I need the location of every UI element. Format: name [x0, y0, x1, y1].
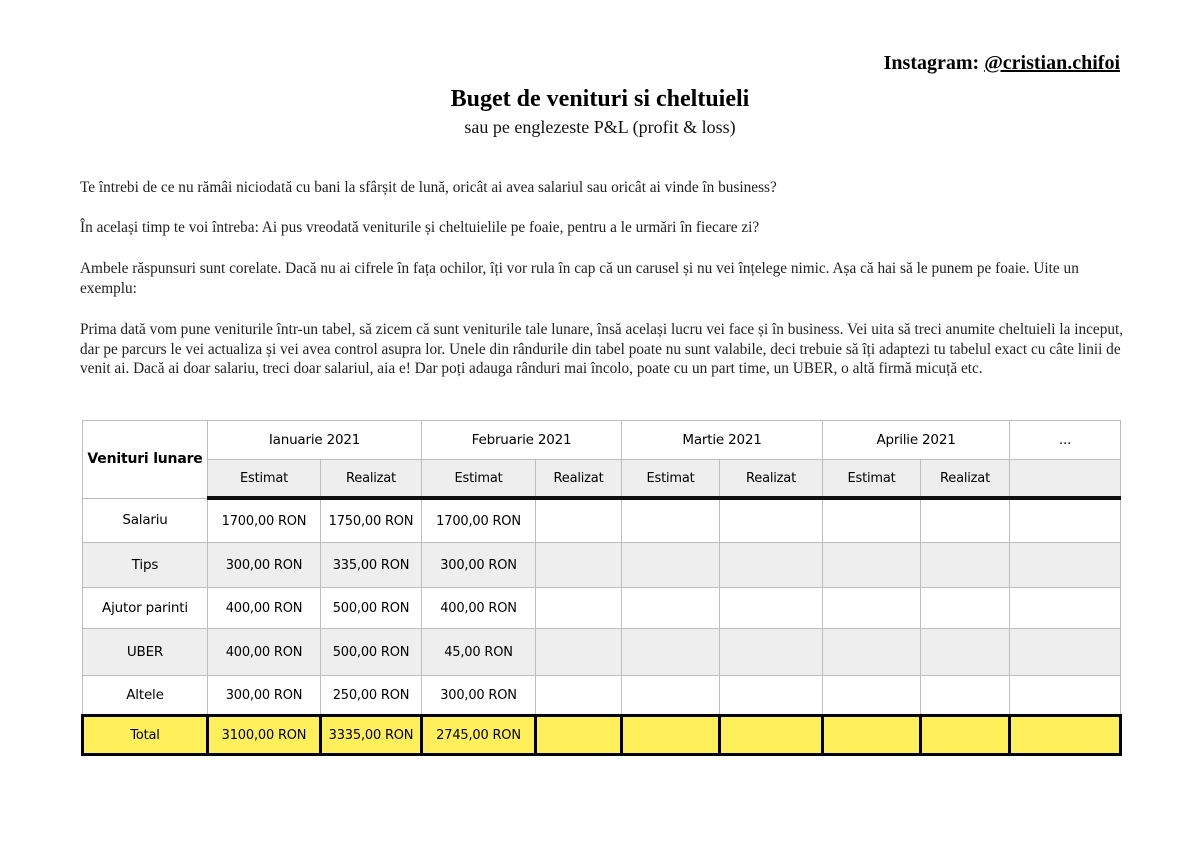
table-cell: [720, 629, 823, 676]
sub-header-realizat: Realizat: [720, 460, 823, 499]
table-cell: 45,00 RON: [422, 629, 536, 676]
sub-header-empty: [1010, 460, 1121, 499]
total-cell: 3335,00 RON: [321, 716, 422, 755]
document-subtitle: sau pe englezeste P&L (profit & loss): [464, 117, 736, 137]
row-label: Altele: [83, 676, 208, 716]
row-label: Tips: [83, 543, 208, 588]
table-cell: 500,00 RON: [321, 588, 422, 629]
total-cell: [536, 716, 622, 755]
month-header-aprilie: Aprilie 2021: [823, 421, 1010, 460]
row-header-venituri-lunare: Venituri lunare: [83, 421, 208, 499]
table-cell: 300,00 RON: [422, 676, 536, 716]
table-row-tips: [83, 543, 1121, 588]
sub-header-realizat: Realizat: [321, 460, 422, 499]
table-cell: [921, 588, 1010, 629]
table-cell: 300,00 RON: [208, 676, 321, 716]
total-cell: [1010, 716, 1121, 755]
table-cell: [823, 498, 921, 543]
month-header-martie: Martie 2021: [622, 421, 823, 460]
sub-header-estimat: Estimat: [622, 460, 720, 499]
total-cell: [921, 716, 1010, 755]
table-cell: 1700,00 RON: [422, 498, 536, 543]
table-row-altele: [83, 676, 1121, 716]
table-cell: [1010, 498, 1121, 543]
table-row-salariu: [83, 498, 1121, 543]
table-cell: [823, 588, 921, 629]
table-cell: [1010, 629, 1121, 676]
table-cell: [536, 543, 622, 588]
table-cell: [536, 676, 622, 716]
table-cell: 1700,00 RON: [208, 498, 321, 543]
table-cell: [536, 498, 622, 543]
intro-paragraph-4: Prima dată vom pune veniturile într-un tabel, să zicem că sunt veniturile tale lunare, însă același lucru vei face și în business. Vei uita să treci anumite cheltuieli la inceput, dar pe parcurs le vei actualiza și vei avea control asupra lor. Unele din rândurile din tabel poate nu sunt valabile, deci trebuie să îți adaptezi tu tabelul exact cu câte linii de venit ai. Dacă ai doar salariu, treci doar salariul, aia e! Dar poți adauga rânduri mai încolo, poate cu un part time, un UBER, o altă firmă micuță etc.: [80, 321, 1124, 377]
month-header-ianuarie: Ianuarie 2021: [208, 421, 422, 460]
table-cell: [823, 543, 921, 588]
document-title: Buget de venituri si cheltuieli: [450, 86, 750, 112]
income-budget-table: [81, 420, 1122, 756]
table-cell: [921, 629, 1010, 676]
table-cell: [622, 498, 720, 543]
table-cell: 500,00 RON: [321, 629, 422, 676]
table-cell: [622, 543, 720, 588]
table-cell: [1010, 676, 1121, 716]
table-cell: 400,00 RON: [208, 588, 321, 629]
table-cell: 1750,00 RON: [321, 498, 422, 543]
sub-header-estimat: Estimat: [422, 460, 536, 499]
table-cell: 400,00 RON: [422, 588, 536, 629]
table-cell: 335,00 RON: [321, 543, 422, 588]
table-cell: [720, 498, 823, 543]
sub-header-estimat: Estimat: [823, 460, 921, 499]
intro-paragraph-2: În același timp te voi întreba: Ai pus vreodată veniturile și cheltuielile pe foaie, pentru a le urmări în fiecare zi?: [80, 219, 760, 236]
sub-header-estimat: Estimat: [208, 460, 321, 499]
table-cell: 250,00 RON: [321, 676, 422, 716]
row-label: Ajutor parinti: [83, 588, 208, 629]
table-cell: 300,00 RON: [422, 543, 536, 588]
table-cell: [536, 629, 622, 676]
instagram-credit: [884, 52, 1120, 75]
intro-paragraph-1: Te întrebi de ce nu rămâi niciodată cu bani la sfârșit de lună, oricât ai avea salariul sau oricât ai vinde în business?: [80, 179, 777, 196]
total-cell: 3100,00 RON: [208, 716, 321, 755]
month-header-row: [83, 421, 1121, 460]
month-header-februarie: Februarie 2021: [422, 421, 622, 460]
table-cell: [823, 676, 921, 716]
table-row-ajutor-parinti: [83, 588, 1121, 629]
table-cell: [622, 676, 720, 716]
table-cell: [536, 588, 622, 629]
intro-paragraph-3: Ambele răspunsuri sunt corelate. Dacă nu ai cifrele în fața ochilor, îți vor rula în cap că un carusel și nu vei înțelege nimic. Așa că hai să le punem pe foaie. Uite un exemplu:: [80, 260, 1079, 297]
total-cell: [720, 716, 823, 755]
total-cell: 2745,00 RON: [422, 716, 536, 755]
row-label: UBER: [83, 629, 208, 676]
table-cell: [720, 588, 823, 629]
table-cell: [720, 543, 823, 588]
table-cell: 400,00 RON: [208, 629, 321, 676]
table-cell: [622, 629, 720, 676]
table-cell: [823, 629, 921, 676]
sub-header-realizat: Realizat: [536, 460, 622, 499]
total-cell: [622, 716, 720, 755]
instagram-label: Instagram:: [883, 52, 980, 74]
sub-header-row: [83, 460, 1121, 499]
month-header-more: ...: [1010, 421, 1121, 460]
table-row-uber: [83, 629, 1121, 676]
table-row-total: [83, 716, 1121, 755]
table-cell: [622, 588, 720, 629]
total-label: Total: [83, 716, 208, 755]
table-cell: [921, 543, 1010, 588]
total-cell: [823, 716, 921, 755]
table-cell: 300,00 RON: [208, 543, 321, 588]
table-cell: [921, 498, 1010, 543]
table-cell: [1010, 543, 1121, 588]
table-cell: [1010, 588, 1121, 629]
sub-header-realizat: Realizat: [921, 460, 1010, 499]
table-cell: [921, 676, 1010, 716]
table-cell: [720, 676, 823, 716]
row-label: Salariu: [83, 498, 208, 543]
instagram-handle-link[interactable]: @cristian.chifoi: [984, 52, 1120, 74]
